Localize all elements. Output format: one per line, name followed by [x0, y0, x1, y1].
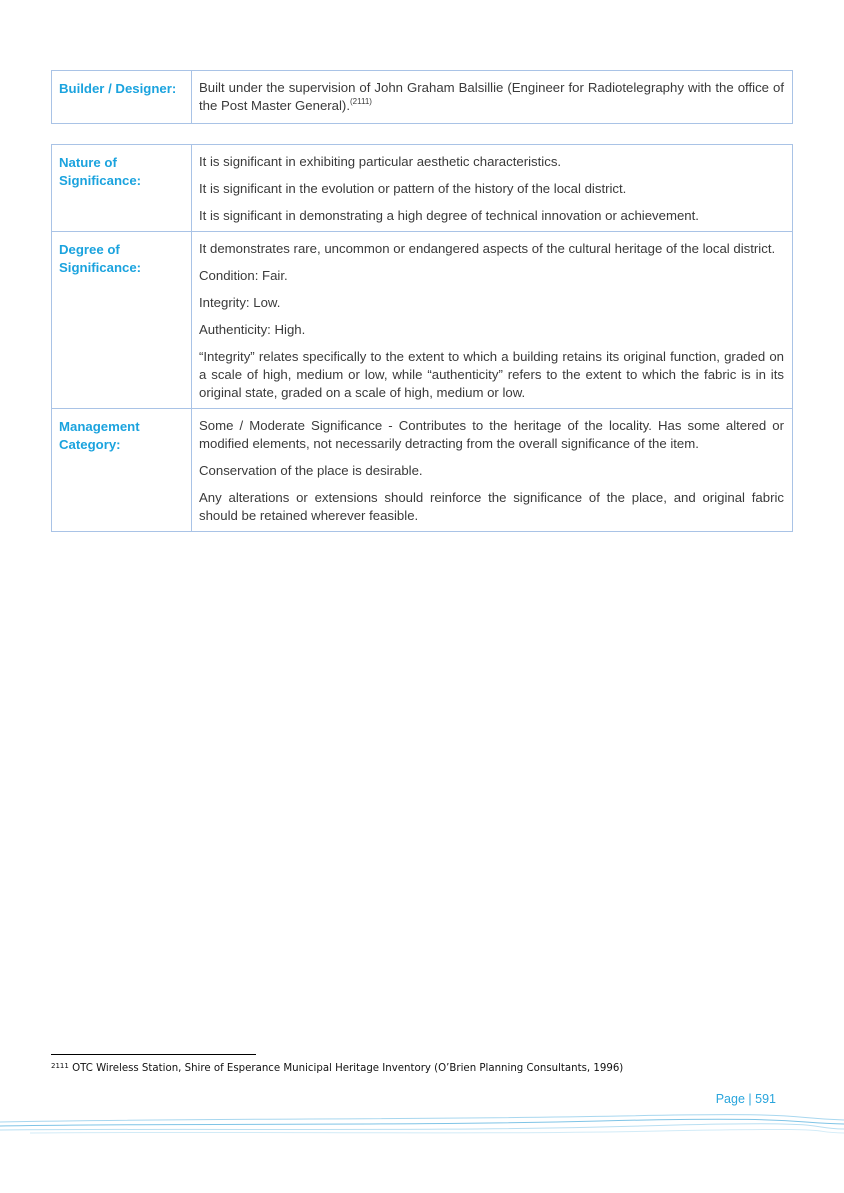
footer-wave-decoration — [0, 1110, 844, 1140]
nature-paragraph: It is significant in the evolution or pattern of the history of the local district. — [199, 181, 627, 196]
management-value-cell — [192, 409, 793, 532]
nature-value-cell — [192, 145, 793, 232]
table-row — [52, 409, 793, 532]
degree-paragraph: “Integrity” relates specifically to the extent to which a building retains its original function, graded on a scale of high, medium or low, while “authenticity” refers to the extent to which the fabric is in its original state, graded on a scale of high, medium or low. — [199, 349, 784, 400]
management-paragraph: Some / Moderate Significance - Contributes to the heritage of the locality. Has some altered or modified elements, not necessarily detracting from the overall significance of the item. — [199, 418, 784, 451]
degree-paragraph: Integrity: Low. — [199, 295, 281, 310]
degree-paragraph: It demonstrates rare, uncommon or endangered aspects of the cultural heritage of the local district. — [199, 241, 776, 256]
builder-table — [51, 70, 793, 124]
builder-value: Built under the supervision of John Graham Balsillie (Engineer for Radiotelegraphy with the office of the Post Master General). — [199, 80, 784, 113]
management-paragraph: Any alterations or extensions should reinforce the significance of the place, and original fabric should be retained wherever feasible. — [199, 490, 784, 523]
page-label: Page — [715, 1092, 745, 1106]
footnote-reference[interactable]: (2111) — [350, 97, 372, 106]
degree-value-cell — [192, 232, 793, 409]
footnote-number: 2111 — [51, 1062, 69, 1070]
page-separator: | — [748, 1092, 752, 1106]
builder-value-cell — [192, 71, 793, 124]
page-number — [716, 1092, 776, 1106]
footnote-text: OTC Wireless Station, Shire of Esperance Municipal Heritage Inventory (O’Brien Planning Consultants, 1996) — [72, 1063, 624, 1074]
significance-table — [51, 144, 793, 532]
degree-paragraph: Authenticity: High. — [199, 322, 306, 337]
degree-paragraph: Condition: Fair. — [199, 268, 288, 283]
table-row — [52, 145, 793, 232]
builder-label: Builder / Designer: — [52, 71, 192, 124]
table-row — [52, 232, 793, 409]
footnote-divider — [51, 1054, 256, 1055]
nature-paragraph: It is significant in demonstrating a high degree of technical innovation or achievement. — [199, 208, 699, 223]
page-number-value: 591 — [755, 1092, 776, 1106]
table-row — [52, 71, 793, 124]
degree-label: Degree of Significance: — [52, 232, 192, 409]
management-paragraph: Conservation of the place is desirable. — [199, 463, 423, 478]
footnote — [51, 1062, 623, 1074]
nature-label: Nature of Significance: — [52, 145, 192, 232]
nature-paragraph: It is significant in exhibiting particular aesthetic characteristics. — [199, 154, 562, 169]
management-label: Management Category: — [52, 409, 192, 532]
